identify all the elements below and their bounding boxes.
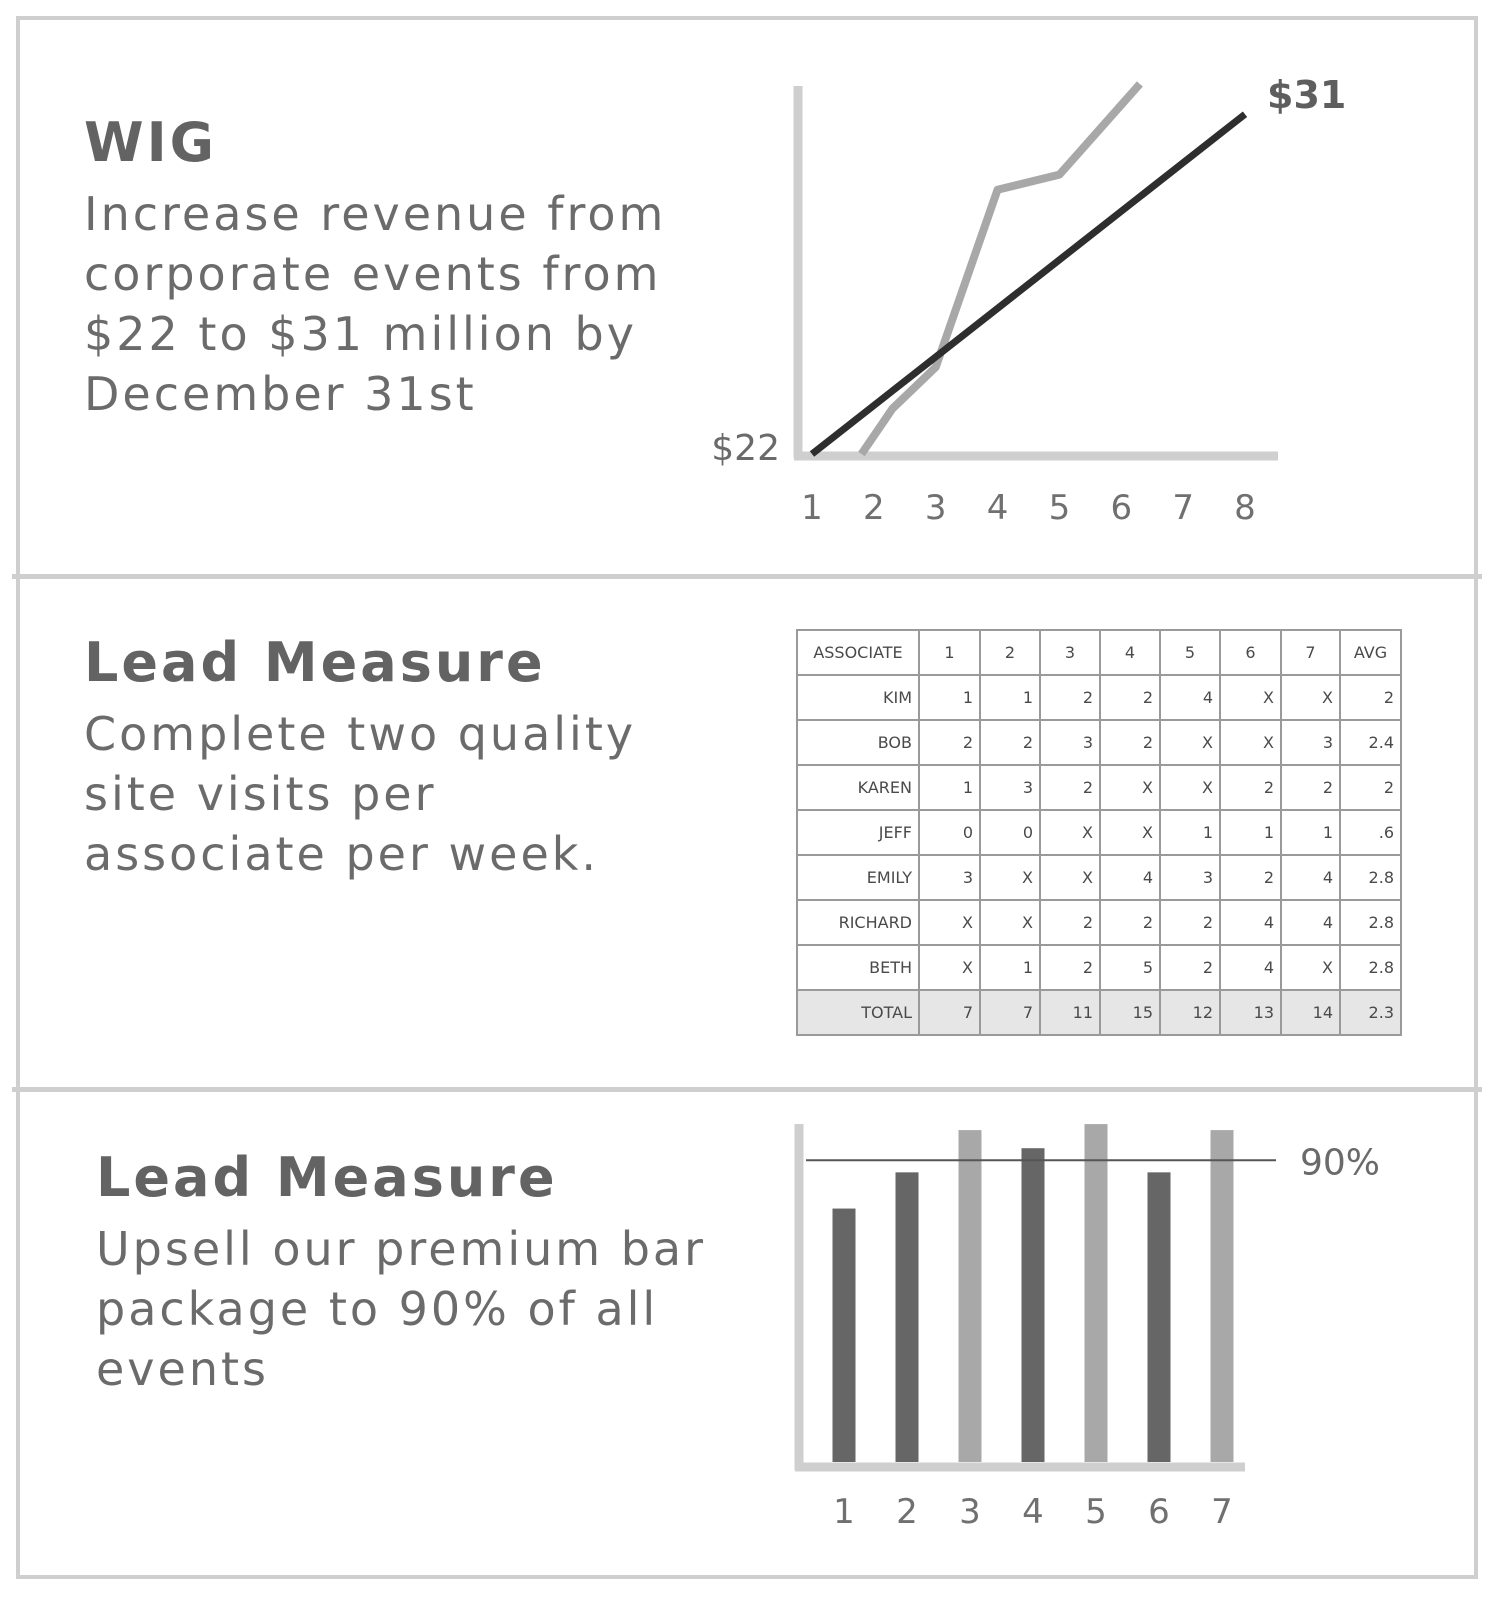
wig-description-line: Increase revenue from — [84, 187, 667, 242]
table-cell: X — [1160, 720, 1220, 765]
bar — [896, 1172, 919, 1462]
table-cell: 2 — [1040, 765, 1100, 810]
table-cell: X — [980, 855, 1040, 900]
table-cell: 2.8 — [1340, 855, 1401, 900]
table-cell: 2 — [1100, 900, 1160, 945]
column-header: 3 — [1040, 630, 1100, 675]
associate-name-cell: JEFF — [797, 810, 919, 855]
x-tick-label: 3 — [924, 488, 947, 528]
table-cell: 2.8 — [1340, 945, 1401, 990]
lead-measure-visits-title: Lead Measure — [84, 631, 546, 694]
wig-description-line: corporate events from — [84, 247, 662, 302]
table-cell: 7 — [919, 990, 980, 1035]
table-cell: 3 — [1281, 720, 1340, 765]
associate-name-cell: KAREN — [797, 765, 919, 810]
start-value-label: $22 — [711, 428, 780, 469]
bar — [1211, 1130, 1234, 1462]
table-cell: 1 — [1281, 810, 1340, 855]
target-label: 90% — [1300, 1142, 1381, 1184]
x-tick-label: 5 — [1085, 1492, 1107, 1532]
associate-name-cell: BOB — [797, 720, 919, 765]
table-cell: 2 — [1340, 675, 1401, 720]
table-cell: 3 — [1160, 855, 1220, 900]
table-cell: 1 — [1160, 810, 1220, 855]
table-cell: 15 — [1100, 990, 1160, 1035]
lead-measure-upsell-line: events — [96, 1342, 269, 1397]
lead-measure-upsell-line: Upsell our premium bar — [96, 1222, 707, 1277]
x-tick-label: 1 — [801, 488, 823, 528]
table-cell: 2 — [980, 720, 1040, 765]
table-cell: 7 — [980, 990, 1040, 1035]
table-cell: 1 — [1220, 810, 1281, 855]
table-cell: X — [919, 900, 980, 945]
x-tick-label: 4 — [986, 488, 1009, 528]
x-tick-label: 3 — [959, 1492, 981, 1532]
table-cell: 11 — [1040, 990, 1100, 1035]
table-cell: 2 — [1040, 945, 1100, 990]
table-cell: 2 — [1100, 675, 1160, 720]
table-cell: X — [1160, 765, 1220, 810]
lead-measure-visits-line: Complete two quality — [84, 707, 637, 762]
column-header: 1 — [919, 630, 980, 675]
table-cell: 14 — [1281, 990, 1340, 1035]
table-cell: 2 — [1340, 765, 1401, 810]
table-cell: 1 — [919, 765, 980, 810]
associate-name-cell: RICHARD — [797, 900, 919, 945]
table-cell: X — [1100, 765, 1160, 810]
table-cell: 2 — [1220, 765, 1281, 810]
column-header: 7 — [1281, 630, 1340, 675]
column-header: ASSOCIATE — [797, 630, 919, 675]
x-tick-label: 7 — [1172, 488, 1194, 528]
x-tick-label: 5 — [1048, 488, 1071, 528]
bar — [1022, 1148, 1045, 1462]
bar — [959, 1130, 982, 1462]
lead-measure-upsell-title: Lead Measure — [96, 1146, 558, 1209]
wig-title: WIG — [84, 111, 217, 174]
table-cell: 2.4 — [1340, 720, 1401, 765]
column-header: AVG — [1340, 630, 1401, 675]
column-header: 6 — [1220, 630, 1281, 675]
bar — [1085, 1124, 1108, 1462]
table-cell: 1 — [980, 675, 1040, 720]
associate-name-cell: EMILY — [797, 855, 919, 900]
bar — [833, 1209, 856, 1462]
table-cell: 3 — [980, 765, 1040, 810]
table-cell: 4 — [1220, 945, 1281, 990]
table-cell: X — [1040, 855, 1100, 900]
table-cell: 0 — [919, 810, 980, 855]
x-tick-label: 8 — [1234, 488, 1256, 528]
associate-name-cell: BETH — [797, 945, 919, 990]
table-cell: 1 — [980, 945, 1040, 990]
x-tick-label: 7 — [1211, 1492, 1233, 1532]
table-cell: 2 — [1040, 675, 1100, 720]
table-cell: 3 — [919, 855, 980, 900]
table-cell: X — [1100, 810, 1160, 855]
table-cell: 2.8 — [1340, 900, 1401, 945]
bar — [1148, 1172, 1171, 1462]
column-header: 2 — [980, 630, 1040, 675]
lead-measure-visits-line: associate per week. — [84, 827, 600, 882]
table-cell: 2 — [1281, 765, 1340, 810]
table-cell: 2.3 — [1340, 990, 1401, 1035]
table-cell: 4 — [1220, 900, 1281, 945]
table-cell: 2 — [1220, 855, 1281, 900]
table-cell: 4 — [1281, 855, 1340, 900]
column-header: 5 — [1160, 630, 1220, 675]
x-tick-label: 4 — [1022, 1492, 1044, 1532]
table-cell: 2 — [1040, 900, 1100, 945]
table-cell: 1 — [919, 675, 980, 720]
lead-measure-visits-line: site visits per — [84, 767, 437, 822]
lead-measure-upsell-line: package to 90% of all — [96, 1282, 659, 1337]
table-cell: 2 — [1100, 720, 1160, 765]
x-tick-label: 2 — [863, 488, 885, 528]
table-cell: 4 — [1160, 675, 1220, 720]
column-header: 4 — [1100, 630, 1160, 675]
table-cell: X — [980, 900, 1040, 945]
x-tick-label: 6 — [1110, 488, 1133, 528]
table-cell: X — [1220, 675, 1281, 720]
end-value-label: $31 — [1267, 73, 1347, 117]
table-cell: X — [1281, 945, 1340, 990]
associate-name-cell: TOTAL — [797, 990, 919, 1035]
table-cell: X — [1281, 675, 1340, 720]
x-tick-label: 1 — [833, 1492, 855, 1532]
table-cell: 13 — [1220, 990, 1281, 1035]
table-cell: 12 — [1160, 990, 1220, 1035]
table-cell: X — [919, 945, 980, 990]
table-cell: 2 — [1160, 900, 1220, 945]
table-cell: 2 — [1160, 945, 1220, 990]
table-cell: .6 — [1340, 810, 1401, 855]
table-cell: 0 — [980, 810, 1040, 855]
table-cell: X — [1220, 720, 1281, 765]
table-cell: 4 — [1100, 855, 1160, 900]
table-cell: 2 — [919, 720, 980, 765]
wig-description-line: December 31st — [84, 367, 477, 422]
table-cell: 4 — [1281, 900, 1340, 945]
x-tick-label: 6 — [1148, 1492, 1170, 1532]
table-cell: X — [1040, 810, 1100, 855]
wig-description-line: $22 to $31 million by — [84, 307, 637, 362]
associate-name-cell: KIM — [797, 675, 919, 720]
x-tick-label: 2 — [896, 1492, 918, 1532]
table-cell: 3 — [1040, 720, 1100, 765]
table-cell: 5 — [1100, 945, 1160, 990]
